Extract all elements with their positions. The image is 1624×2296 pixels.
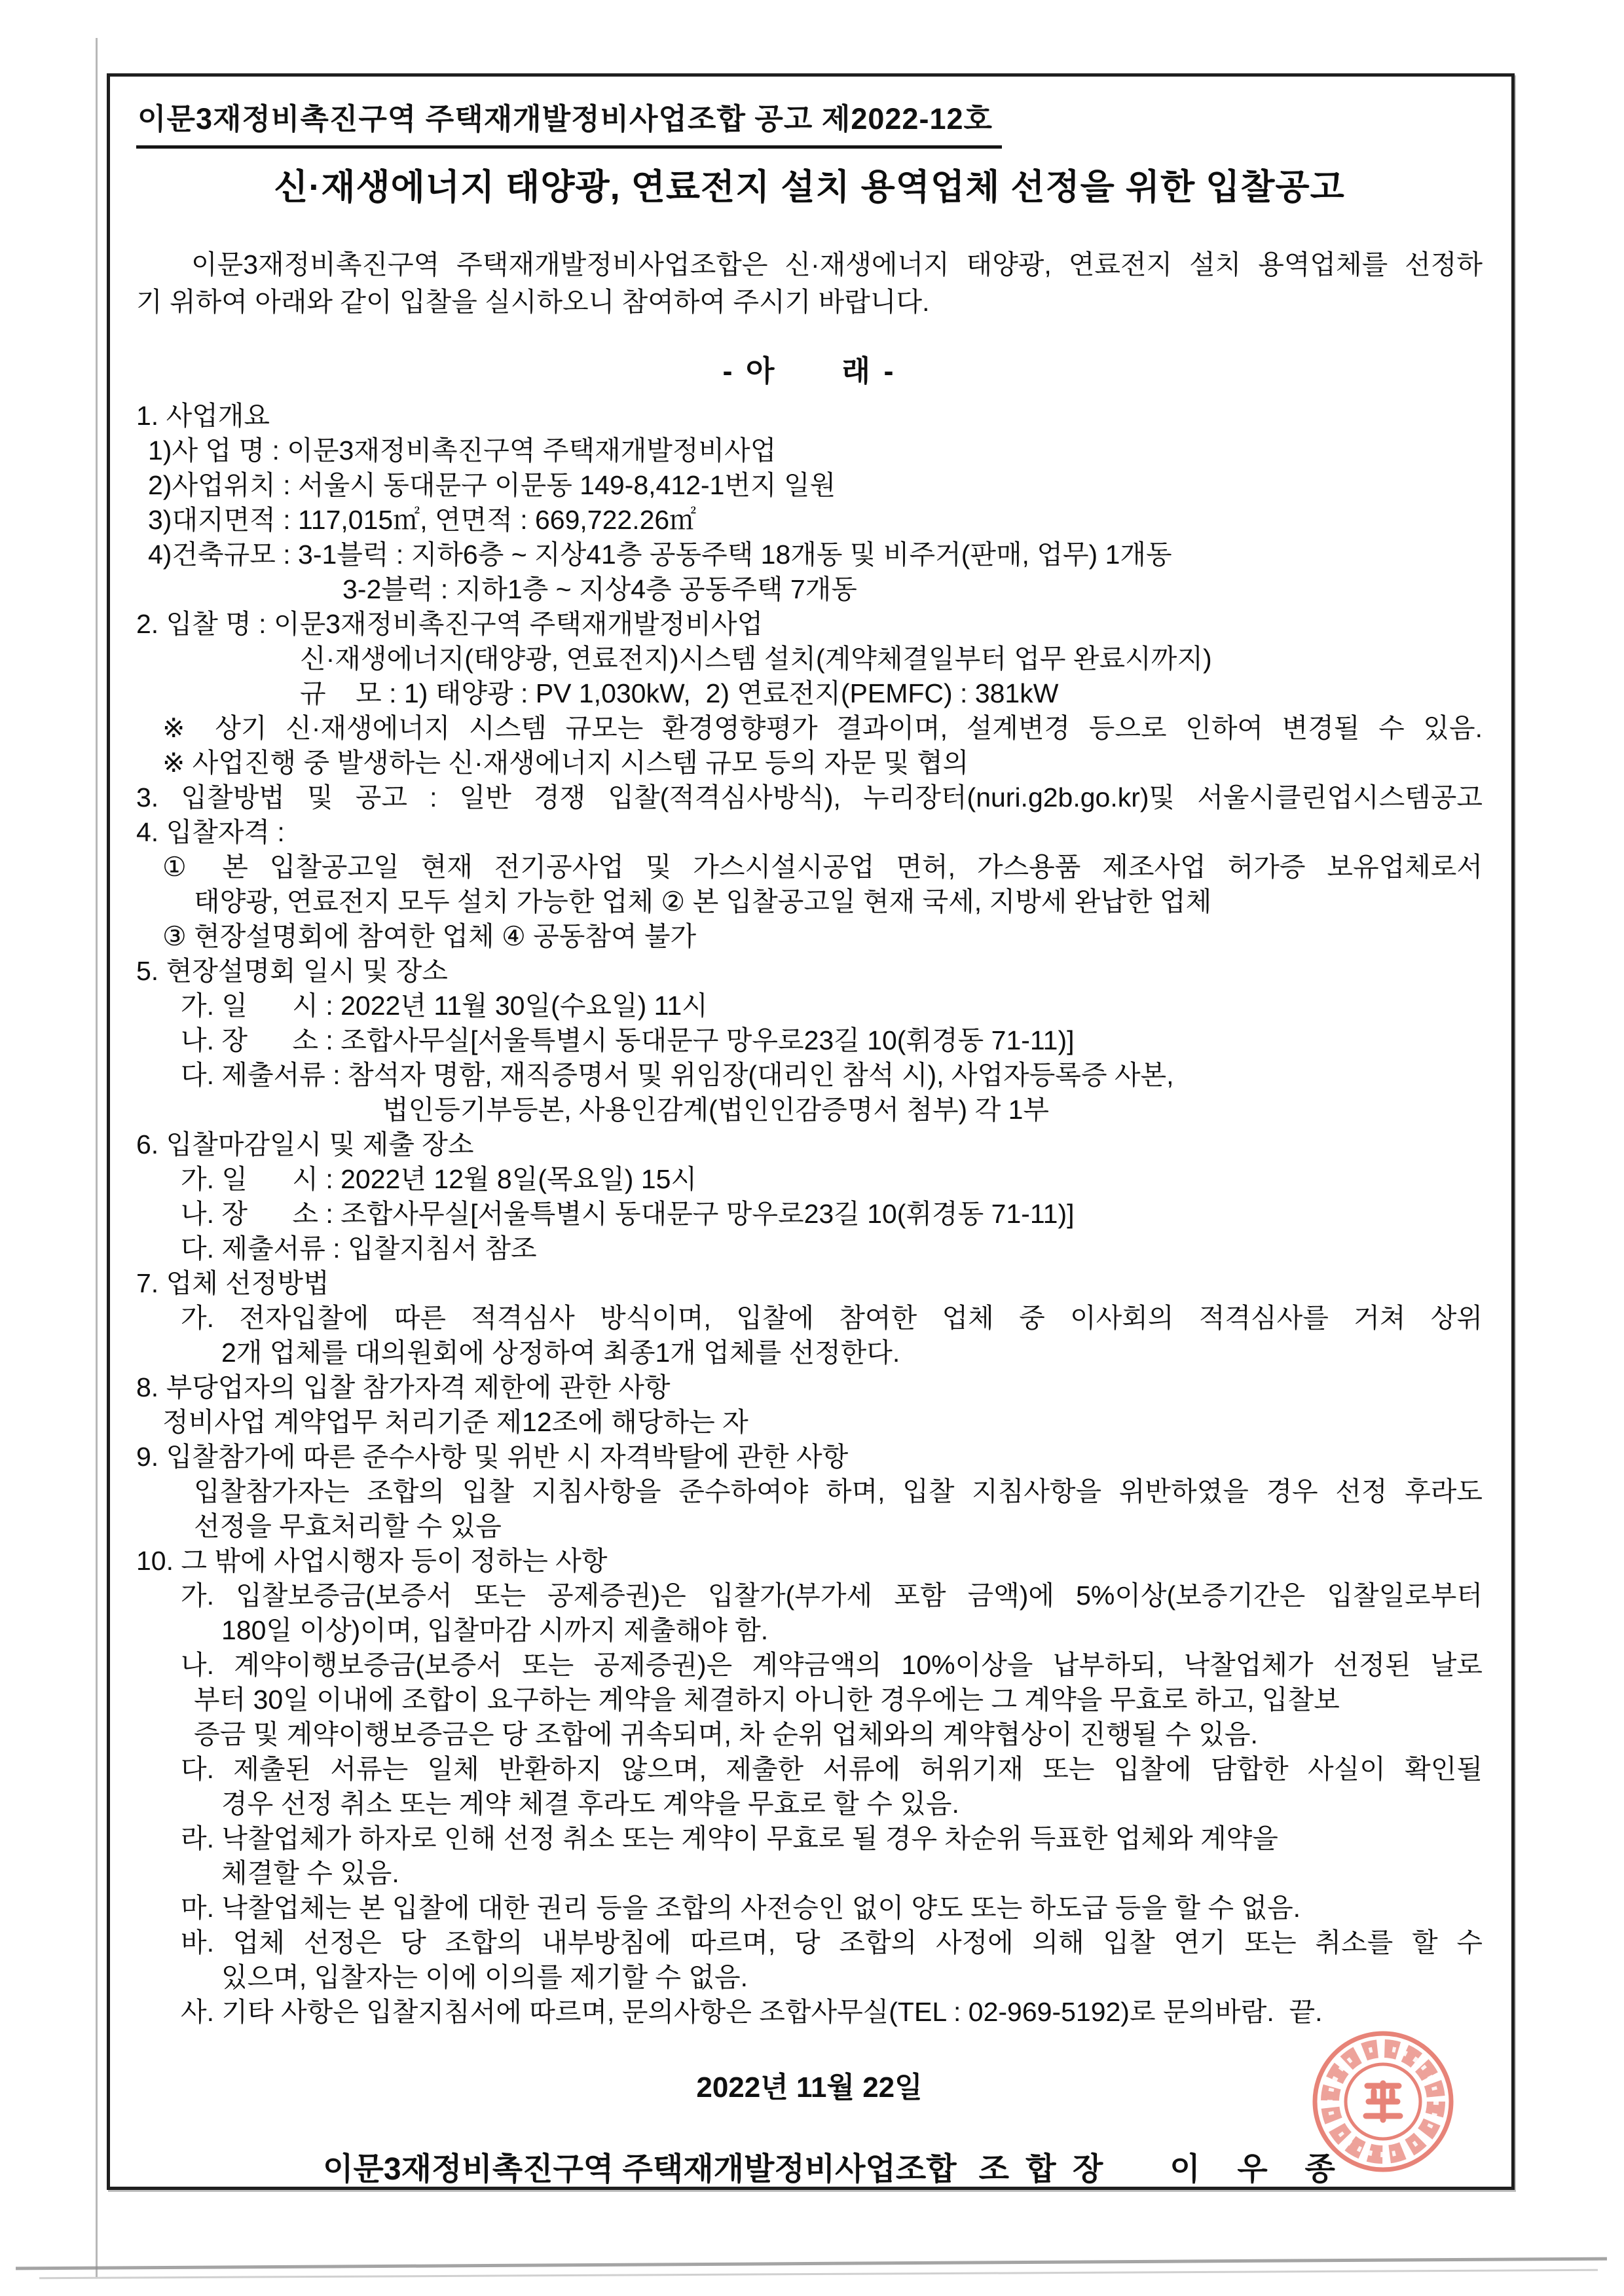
doc-line: 2개 업체를 대의원회에 상정하여 최종1개 업체를 선정한다.: [221, 1338, 900, 1368]
doc-line: 부터 30일 이내에 조합이 요구하는 계약을 체결하지 아니한 경우에는 그 계약을 무효로 하고, 입찰보: [194, 1685, 1340, 1715]
doc-line: 선정을 무효처리할 수 있음: [194, 1511, 502, 1541]
doc-line: 규 모 : 1) 태양광 : PV 1,030kW, 2) 연료전지(PEMFC) : 381kW: [300, 678, 1059, 708]
doc-line: 나. 장 소 : 조합사무실[서울특별시 동대문구 망우로23길 10(휘경동 71-11)]: [181, 1025, 1075, 1055]
document-body: [136, 399, 1483, 2030]
doc-line: 정비사업 계약업무 처리기준 제12조에 해당하는 자: [162, 1407, 748, 1437]
date-line: 2022년 11월 22일: [696, 2071, 923, 2104]
intro-line: 기 위하여 아래와 같이 입찰을 실시하오니 참여하여 주시기 바랍니다.: [136, 287, 930, 317]
signature-name: 이 우 종: [1170, 2152, 1342, 2187]
doc-line: 마. 낙찰업체는 본 입찰에 대한 권리 등을 조합의 사전승인 없이 양도 또는 하도급 등을 할 수 없음.: [181, 1893, 1301, 1923]
doc-line: 3-2블럭 : 지하1층 ~ 지상4층 공동주택 7개동: [342, 574, 857, 604]
doc-line: ※ 사업진행 중 발생하는 신·재생에너지 시스템 규모 등의 자문 및 협의: [162, 748, 969, 778]
notice-number: 이문3재정비촉진구역 주택재개발정비사업조합 공고 제2022-12호: [136, 94, 1002, 149]
doc-line: 가. 일 시 : 2022년 11월 30일(수요일) 11시: [181, 991, 708, 1021]
doc-line: 6. 입찰마감일시 및 제출 장소: [136, 1129, 474, 1159]
doc-line: 증금 및 계약이행보증금은 당 조합에 귀속되며, 차 순위 업체와의 계약협상이 진행될 수 있음.: [194, 1719, 1258, 1749]
doc-line: 나. 계약이행보증금(보증서 또는 공제증권)은 계약금액의 10%이상을 납부하되, 낙찰업체가 선정된 날로: [181, 1650, 1483, 1680]
doc-line: 가. 입찰보증금(보증서 또는 공제증권)은 입찰가(부가세 포함 금액)에 5%이상(보증기간은 입찰일로부터: [181, 1580, 1483, 1611]
doc-line: 체결할 수 있음.: [221, 1858, 399, 1888]
doc-line: 1. 사업개요: [136, 401, 270, 431]
doc-line: 태양광, 연료전지 모두 설치 가능한 업체 ② 본 입찰공고일 현재 국세, 지방세 완납한 업체: [194, 886, 1212, 917]
doc-line: ※ 상기 신·재생에너지 시스템 규모는 환경영향평가 결과이며, 설계변경 등으로 인하여 변경될 수 있음.: [162, 713, 1483, 743]
doc-line: 바. 업체 선정은 당 조합의 내부방침에 따르며, 당 조합의 사정에 의해 입찰 연기 또는 취소를 할 수: [181, 1927, 1483, 1958]
doc-line: 9. 입찰참가에 따른 준수사항 및 위반 시 자격박탈에 관한 사항: [136, 1442, 849, 1472]
doc-line: 2)사업위치 : 서울시 동대문구 이문동 149-8,412-1번지 일원: [148, 470, 836, 500]
intro-line: 이문3재정비촉진구역 주택재개발정비사업조합은 신·재생에너지 태양광, 연료전지 설치 용역업체를 선정하: [191, 249, 1483, 280]
scan-edge-bottom-line: [16, 2257, 1607, 2270]
doc-line: 사. 기타 사항은 입찰지침서에 따르며, 문의사항은 조합사무실(TEL : 02-969-5192)로 문의바람. 끝.: [181, 1997, 1323, 2027]
scan-edge-left-line: [96, 38, 98, 2277]
doc-line: 3. 입찰방법 및 공고 : 일반 경쟁 입찰(적격심사방식), 누리장터(nuri.g2b.go.kr)및 서울시클린업시스템공고: [136, 782, 1483, 812]
doc-line: 신·재생에너지(태양광, 연료전지)시스템 설치(계약체결일부터 업무 완료시까지): [300, 644, 1212, 674]
doc-line: 있으며, 입찰자는 이에 이의를 제기할 수 없음.: [221, 1962, 748, 1992]
doc-line: 10. 그 밖에 사업시행자 등이 정하는 사항: [136, 1546, 608, 1576]
doc-line: 나. 장 소 : 조합사무실[서울특별시 동대문구 망우로23길 10(휘경동 71-11)]: [181, 1199, 1075, 1229]
doc-line: 4)건축규모 : 3-1블럭 : 지하6층 ~ 지상41층 공동주택 18개동 및 비주거(판매, 업무) 1개동: [148, 539, 1172, 570]
scan-edge-bottom-line-2: [39, 2269, 1598, 2279]
doc-line: 법인등기부등본, 사용인감계(법인인감증명서 첨부) 각 1부: [382, 1095, 1050, 1125]
below-marker: - 아 래 -: [722, 354, 896, 388]
doc-line: 라. 낙찰업체가 하자로 인해 선정 취소 또는 계약이 무효로 될 경우 차순위 득표한 업체와 계약을: [181, 1823, 1278, 1853]
doc-line: ① 본 입찰공고일 현재 전기공사업 및 가스시설시공업 면허, 가스용품 제조사업 허가증 보유업체로서: [162, 852, 1483, 882]
page-title: 신·재생에너지 태양광, 연료전지 설치 용역업체 선정을 위한 입찰공고: [274, 168, 1345, 207]
intro-paragraph: [136, 246, 1483, 321]
doc-line: 5. 현장설명회 일시 및 장소: [136, 956, 448, 986]
doc-line: 2. 입찰 명 : 이문3재정비촉진구역 주택재개발정비사업: [136, 609, 764, 639]
doc-line: 입찰참가자는 조합의 입찰 지침사항을 준수하여야 하며, 입찰 지침사항을 위반하였을 경우 선정 후라도: [194, 1476, 1483, 1506]
doc-line: 8. 부당업자의 입찰 참가자격 제한에 관한 사항: [136, 1372, 671, 1402]
signature-role: 조 합 장: [978, 2152, 1107, 2187]
doc-line: 다. 제출서류 : 입찰지침서 참조: [181, 1233, 537, 1264]
doc-line: 7. 업체 선정방법: [136, 1268, 329, 1298]
doc-line: 경우 선정 취소 또는 계약 체결 후라도 계약을 무효로 할 수 있음.: [221, 1789, 959, 1819]
doc-line: 4. 입찰자격 :: [136, 817, 285, 847]
doc-line: 가. 일 시 : 2022년 12월 8일(목요일) 15시: [181, 1164, 697, 1194]
doc-line: 가. 전자입찰에 따른 적격심사 방식이며, 입찰에 참여한 업체 중 이사회의 적격심사를 거쳐 상위: [181, 1303, 1483, 1333]
document-frame: [107, 73, 1515, 2190]
doc-line: 다. 제출된 서류는 일체 반환하지 않으며, 제출한 서류에 허위기재 또는 입찰에 담합한 사실이 확인될: [181, 1754, 1483, 1784]
doc-line: 180일 이상)이며, 입찰마감 시까지 제출해야 함.: [221, 1615, 769, 1645]
doc-line: 3)대지면적 : 117,015㎡, 연면적 : 669,722.26㎡: [148, 505, 697, 535]
signature-org: 이문3재정비촉진구역 주택재개발정비사업조합: [323, 2152, 957, 2187]
doc-line: 1)사 업 명 : 이문3재정비촉진구역 주택재개발정비사업: [148, 435, 777, 465]
doc-line: 다. 제출서류 : 참석자 명함, 재직증명서 및 위임장(대리인 참석 시), 사업자등록증 사본,: [181, 1060, 1174, 1090]
doc-line: ③ 현장설명회에 참여한 업체 ④ 공동참여 불가: [162, 921, 697, 951]
signature-line: [182, 2143, 1483, 2189]
